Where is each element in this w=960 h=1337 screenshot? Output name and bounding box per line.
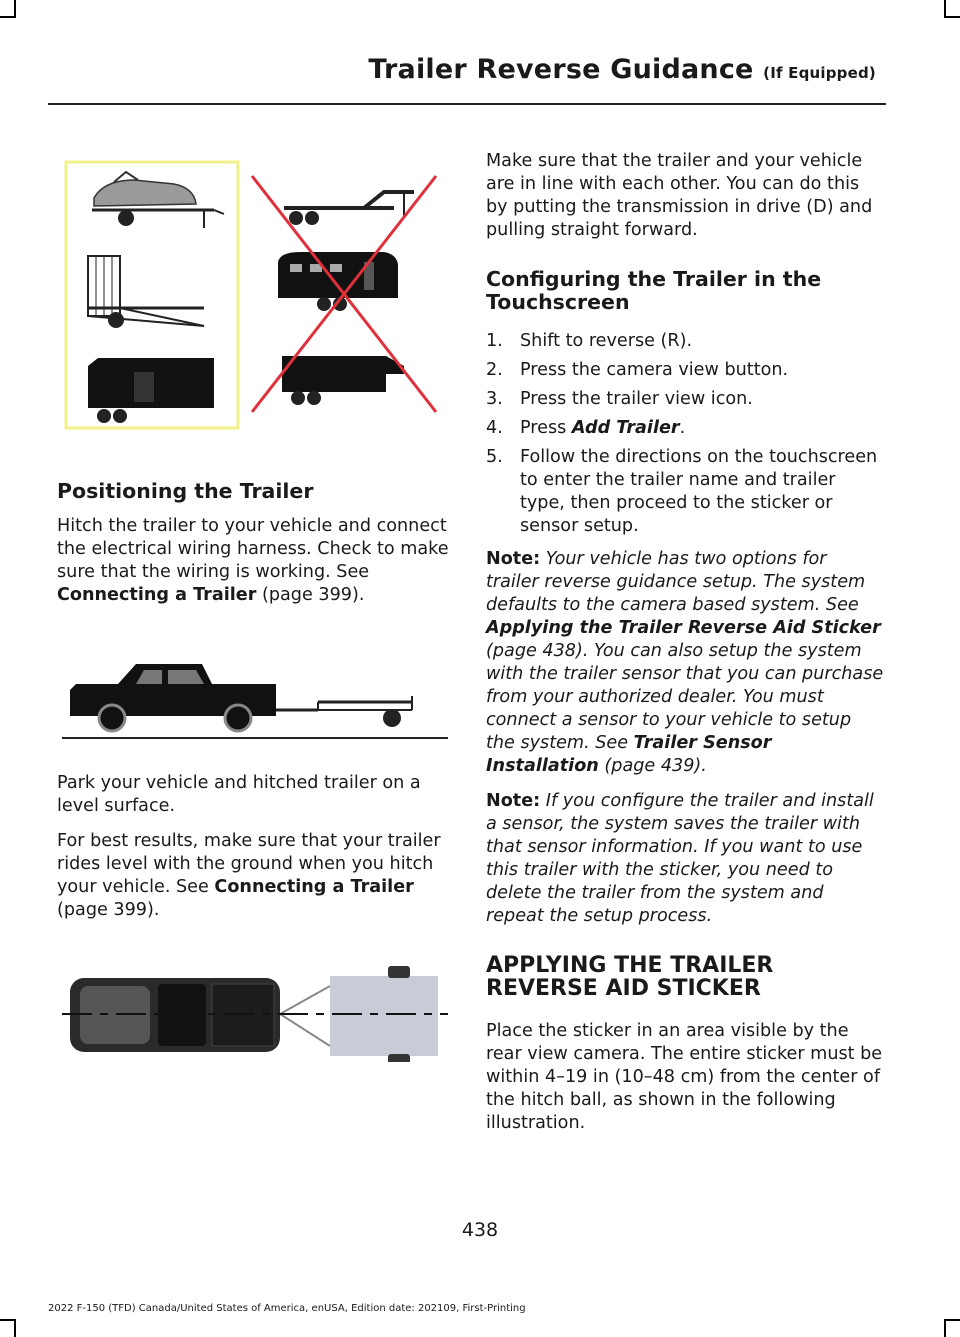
text-span: (page 399). [57,900,160,920]
list-item [486,359,884,382]
step-number: 5. [486,447,503,467]
enclosed-trailer-icon [88,358,214,423]
right-column [486,150,884,1147]
left-column [57,480,452,619]
crop-mark [944,1319,946,1337]
trailer-types-illustration [64,158,449,434]
step-text: Press the camera view button. [520,360,789,380]
truck-top-view-illustration [62,962,448,1062]
step-number: 4. [486,418,503,438]
list-item [486,388,884,411]
page-footer: 2022 F-150 (TFD) Canada/United States of America, enUSA, Edition date: 202109, First-Printing [48,1303,526,1314]
note-text: (page 438). You can also setup the system with the trailer sensor that you can purchase from your authorized dealer. You must connect a sensor to your vehicle to setup the system. See [486,641,884,753]
step-text: Press [520,418,572,438]
crop-mark [944,16,960,18]
link-sensor-installation[interactable]: Trailer Sensor Installation [486,733,772,776]
text-span: For best results, make sure that your trailer rides level with the ground when you hitch your vehicle. See [57,831,441,897]
setup-steps-list [486,330,884,538]
header-subtitle: (If Equipped) [763,64,876,82]
paragraph-park: Park your vehicle and hitched trailer on a level surface. [57,773,421,816]
step-text: . [679,418,686,438]
paragraph-level [57,830,452,922]
step-text: Press the trailer view icon. [520,389,753,409]
paragraph-hitch [57,515,452,607]
header-title: Trailer Reverse Guidance [368,54,754,85]
text-span: Hitch the trailer to your vehicle and connect the electrical wiring harness. Check to make sure that the wiring is working. See [57,516,449,582]
left-column-lower [57,772,452,934]
jetski-trailer-icon [92,172,224,228]
note-text: If you configure the trailer and install a sensor, the system saves the trailer with that sensor information. If you want to use this trailer with the sticker, you need to delete the trailer from the system and repeat the setup process. [486,791,874,926]
paragraph-sticker-placement: Place the sticker in an area visible by the rear view camera. The entire sticker must be within 4–19 in (10–48 cm) from the center of the hitch ball, as shown in the following illustration. [486,1021,883,1133]
utility-trailer-icon [88,256,204,328]
link-applying-sticker[interactable]: Applying the Trailer Reverse Aid Sticker [486,618,881,638]
gooseneck-trailer-icon [284,192,414,225]
step-number: 3. [486,389,503,409]
header-rule [48,103,886,105]
section-heading-positioning: Positioning the Trailer [57,479,314,503]
page-number: 438 [461,1219,499,1241]
note-text: Your vehicle has two options for trailer reverse guidance setup. The system defaults to the camera based system. See [486,549,866,615]
crop-mark [0,16,16,18]
list-item [486,446,884,538]
section-heading-configuring: Configuring the Trailer in the Touchscreen [486,267,822,314]
step-text: Shift to reverse (R). [520,331,693,351]
text-span: (page 399). [256,585,365,605]
step-text: Follow the directions on the touchscreen to enter the trailer name and trailer type, then proceed to the sticker or sensor setup. [520,447,878,536]
crop-mark [0,1319,16,1321]
truck-side-view-illustration [62,640,448,740]
note-label: Note: [486,791,541,811]
note-setup-options [486,548,884,778]
section-heading-applying-sticker: APPLYING THE TRAILER REVERSE AID STICKER [486,953,774,1001]
step-number: 1. [486,331,503,351]
note-text: (page 439). [598,756,707,776]
paragraph-align: Make sure that the trailer and your vehicle are in line with each other. You can do this by putting the transmission in drive (D) and pulling straight forward. [486,151,873,240]
link-connecting-trailer-2[interactable]: Connecting a Trailer [214,877,414,897]
add-trailer-label: Add Trailer [571,418,680,438]
fifth-wheel-trailer-icon [282,356,404,405]
note-label: Note: [486,549,541,569]
step-number: 2. [486,360,503,380]
page-header [368,54,876,85]
crop-mark [944,1319,960,1321]
list-item [486,417,884,440]
crop-mark [14,1319,16,1337]
note-sensor-saved [486,790,884,928]
link-connecting-trailer[interactable]: Connecting a Trailer [57,585,257,605]
list-item [486,330,884,353]
